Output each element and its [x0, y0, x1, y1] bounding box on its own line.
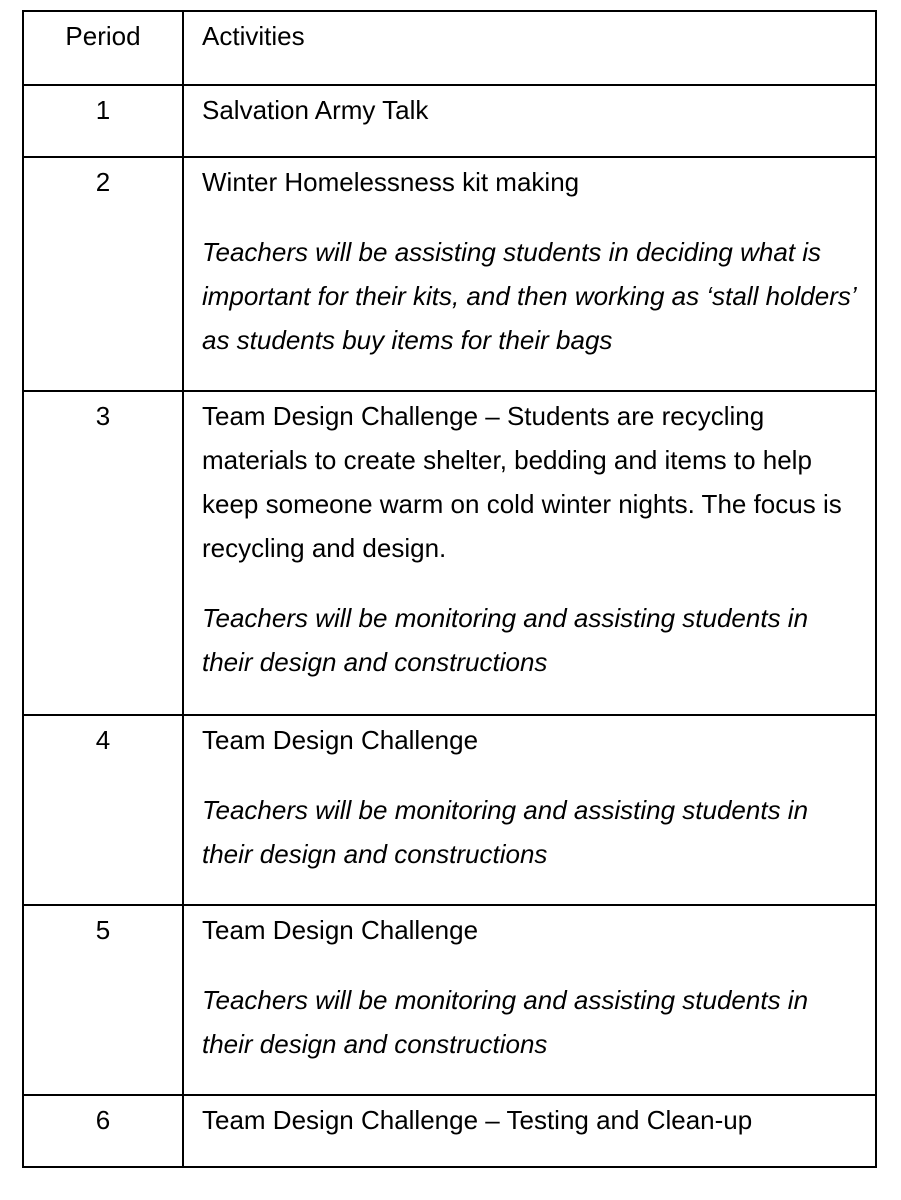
- table-row: [23, 157, 876, 391]
- table-row: [23, 1095, 876, 1167]
- activities-header-cell: [183, 11, 876, 85]
- schedule-table: [22, 10, 877, 1168]
- teacher-note: Teachers will be monitoring and assisting students in their design and constructions: [202, 795, 809, 869]
- table-row: [23, 391, 876, 715]
- teacher-note: Teachers will be monitoring and assisting students in their design and constructions: [202, 603, 809, 677]
- activities-header: Activities: [202, 21, 305, 51]
- activity-cell: [183, 1095, 876, 1167]
- period-cell: [23, 85, 183, 157]
- period-number: 1: [95, 95, 111, 125]
- table-row: [23, 715, 876, 905]
- activity-text: Winter Homelessness kit making: [202, 167, 580, 197]
- table-row: [23, 905, 876, 1095]
- activity-cell: [183, 905, 876, 1095]
- activity-text: Team Design Challenge: [202, 915, 479, 945]
- period-number: 2: [95, 167, 111, 197]
- activity-cell: [183, 85, 876, 157]
- activity-cell: [183, 715, 876, 905]
- period-header-cell: [23, 11, 183, 85]
- period-cell: [23, 715, 183, 905]
- teacher-note: Teachers will be monitoring and assisting students in their design and constructions: [202, 985, 809, 1059]
- activity-text: Team Design Challenge – Testing and Clean-up: [202, 1105, 753, 1135]
- activity-text: Team Design Challenge – Students are recycling materials to create shelter, bedding and items to help keep someone warm on cold winter nights. The focus is recycling and design.: [202, 401, 842, 563]
- activity-cell: [183, 391, 876, 715]
- period-number: 4: [95, 725, 111, 755]
- period-cell: [23, 905, 183, 1095]
- period-number: 3: [95, 401, 111, 431]
- activity-text: Salvation Army Talk: [202, 95, 429, 125]
- table-header-row: [23, 11, 876, 85]
- period-number: 6: [95, 1105, 111, 1135]
- period-cell: [23, 1095, 183, 1167]
- period-cell: [23, 391, 183, 715]
- activity-text: Team Design Challenge: [202, 725, 479, 755]
- teacher-note: Teachers will be assisting students in deciding what is important for their kits, and then working as ‘stall holders’ as students buy items for their bags: [202, 237, 856, 355]
- activity-cell: [183, 157, 876, 391]
- period-cell: [23, 157, 183, 391]
- period-header: Period: [65, 21, 141, 51]
- period-number: 5: [95, 915, 111, 945]
- table-row: [23, 85, 876, 157]
